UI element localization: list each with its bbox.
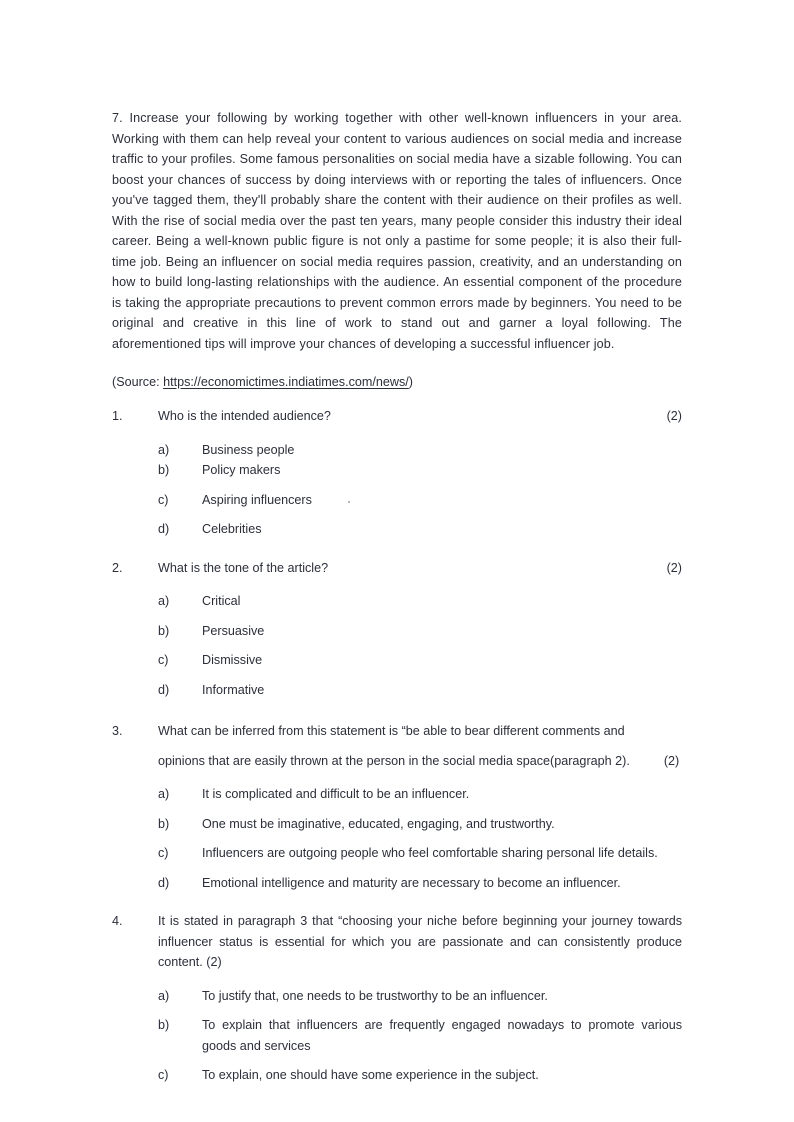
source-url-link[interactable]: https://economictimes.indiatimes.com/news/ [163,374,409,389]
question-2-number: 2. [112,560,123,575]
question-3-option-a[interactable] [112,784,682,805]
source-prefix: (Source: [112,374,164,389]
option-text: Persuasive [202,623,265,638]
question-3 [112,721,682,893]
question-4-option-a[interactable] [112,986,682,1007]
option-text: It is complicated and difficult to be an influencer. [202,787,470,802]
option-letter: d) [158,682,170,697]
question-2-option-c[interactable] [112,650,682,671]
option-letter: b) [158,463,170,478]
question-2 [112,558,682,701]
question-1-text: Who is the intended audience? [158,409,331,424]
question-4-number: 4. [112,914,123,929]
question-1-header [112,406,682,427]
option-text: To explain that influencers are frequently engaged nowadays to promote various goods and services [202,1018,682,1053]
option-letter: a) [158,988,170,1003]
option-text: To explain, one should have some experience in the subject. [202,1068,539,1083]
question-1-option-d[interactable] [112,519,682,540]
question-3-option-b[interactable] [112,814,682,835]
question-3-text-line-1: What can be inferred from this statement is “be able to bear different comments and [158,724,625,739]
question-2-options [112,591,682,700]
question-1-options [112,440,682,540]
option-letter: b) [158,623,170,638]
source-suffix: ) [408,374,413,389]
option-text: Emotional intelligence and maturity are necessary to become an influencer. [202,875,621,890]
question-4 [112,911,682,1086]
option-text: Critical [202,594,241,609]
option-letter: a) [158,594,170,609]
question-4-options [112,986,682,1086]
question-3-options [112,784,682,893]
option-letter: c) [158,492,169,507]
question-3-text-line-2-wrap [158,751,682,772]
question-2-header [112,558,682,579]
option-text: Celebrities [202,522,262,537]
question-3-option-d[interactable] [112,873,682,894]
question-1-option-c[interactable] [112,490,682,511]
option-letter: b) [158,816,170,831]
question-4-option-b[interactable] [112,1015,682,1056]
question-3-number: 3. [112,724,123,739]
question-4-text: It is stated in paragraph 3 that “choosing your niche before beginning your journey towards influencer status is essential for which you are passionate and can consistently produce content. (2) [158,914,682,970]
option-letter: a) [158,442,170,457]
stray-dot-artifact [348,501,350,503]
option-letter: a) [158,787,170,802]
question-1-option-a[interactable] [112,440,682,461]
question-3-header-line-2 [112,751,682,772]
option-text [202,490,682,511]
question-1 [112,406,682,540]
question-2-marks: (2) [666,560,682,575]
option-text: Business people [202,442,295,457]
option-letter: d) [158,875,170,890]
source-line [112,372,682,393]
question-1-option-b[interactable] [112,460,682,481]
question-2-option-b[interactable] [112,621,682,642]
question-1-marks: (2) [666,409,682,424]
option-text-value: Aspiring influencers [202,492,312,507]
option-text: One must be imaginative, educated, engaging, and trustworthy. [202,816,555,831]
option-text: Dismissive [202,653,263,668]
option-letter: c) [158,1068,169,1083]
question-4-header [112,911,682,973]
option-text: To justify that, one needs to be trustworthy to be an influencer. [202,988,548,1003]
passage-paragraph: 7. Increase your following by working together with other well-known influencers in your area. Working with them can help reveal your content to various audiences on social media and increase traffic to your profiles. Some famous personalities on social media have a sizable following. You can boost your chances of success by doing interviews with or reporting the tales of influencers. Once you've tagged them, they'll probably share the content with their audience on their profiles as well. With the rise of social media over the past ten years, many people consider this industry their ideal career. Being a well-known public figure is not only a pastime for some people; it is also their full-time job. Being an influencer on social media requires passion, creativity, and an understanding on how to build long-lasting relationships with the audience. An essential component of the procedure is taking the appropriate precautions to prevent common errors made by beginners. You need to be original and creative in this line of work to stand out and garner a loyal following. The aforementioned tips will improve your chances of developing a successful influencer job. [112,111,682,352]
question-3-option-c[interactable] [112,843,682,864]
question-3-text-line-2: opinions that are easily thrown at the person in the social media space(paragraph 2). [158,753,630,768]
option-letter: c) [158,846,169,861]
question-4-option-c[interactable] [112,1065,682,1086]
question-2-text: What is the tone of the article? [158,560,329,575]
question-3-marks: (2) [663,753,680,768]
question-3-header [112,721,682,742]
option-letter: b) [158,1018,170,1033]
option-text: Policy makers [202,463,281,478]
option-text: Influencers are outgoing people who feel comfortable sharing personal life details. [202,846,658,861]
option-letter: c) [158,653,169,668]
document-content [112,108,682,1086]
question-2-option-a[interactable] [112,591,682,612]
option-letter: d) [158,522,170,537]
question-1-number: 1. [112,409,123,424]
option-text: Informative [202,682,265,697]
question-2-option-d[interactable] [112,680,682,701]
